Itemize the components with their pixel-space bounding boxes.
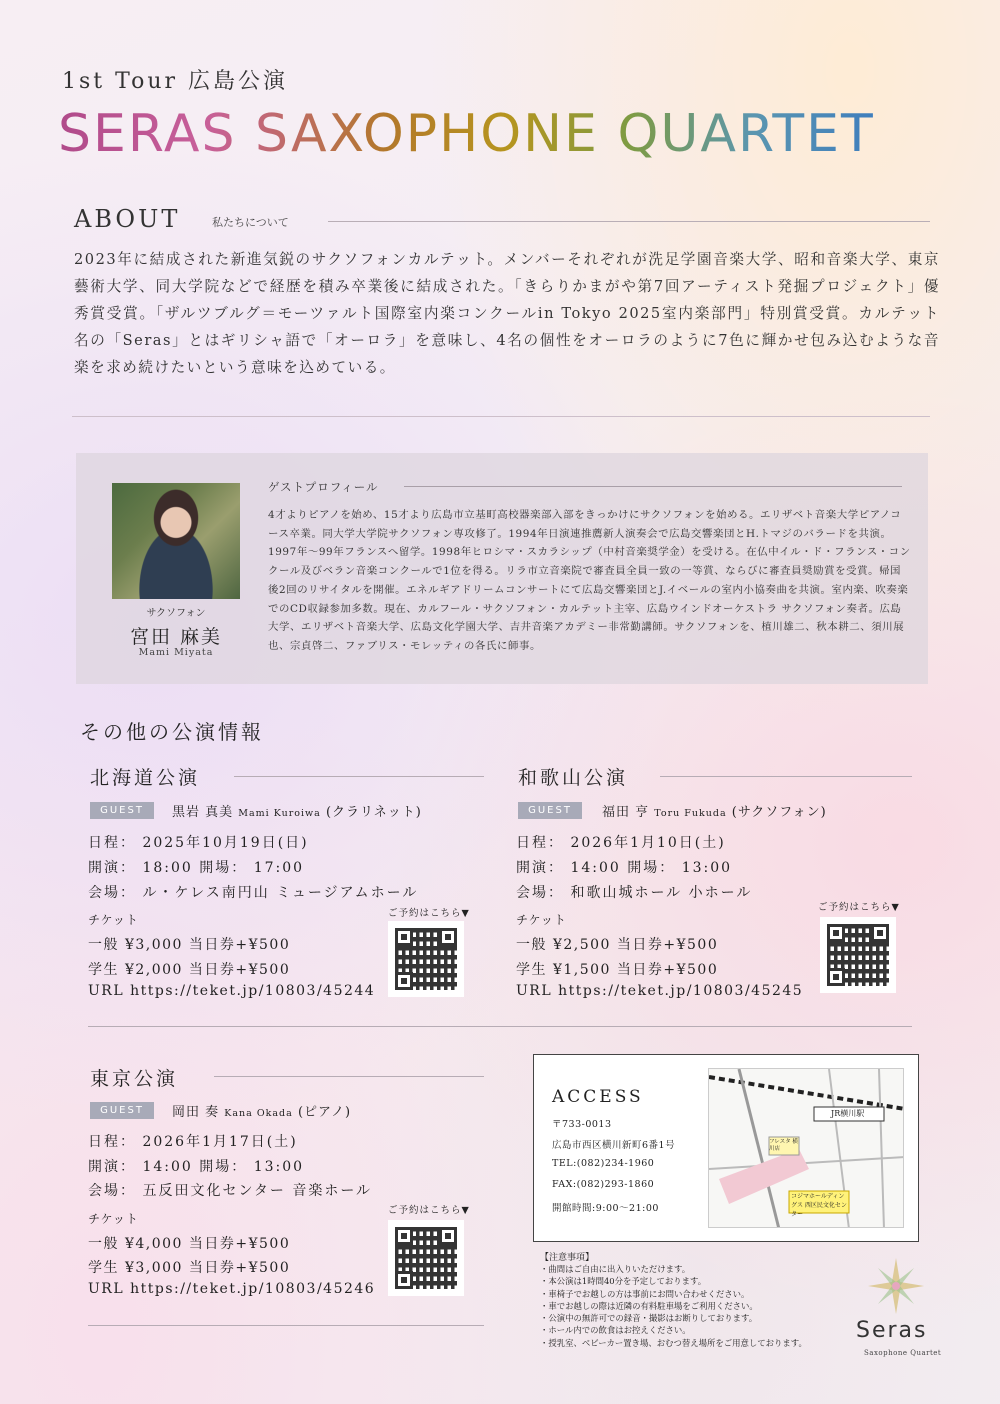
profile-rule [404, 486, 902, 487]
access-hours: 開館時間:9:00〜21:00 [552, 1203, 659, 1214]
venue-guest-instrument: (ピアノ) [297, 1105, 352, 1120]
venue-date: 日程： 2026年1月10日(土) [516, 835, 726, 851]
price-general: 一般 ¥2,500 当日券+¥500 [516, 937, 719, 953]
venue-guest-name: 黒岩 真美 [172, 805, 234, 820]
ticket-label: チケット [88, 913, 139, 927]
about-subheading: 私たちについて [212, 216, 289, 229]
guest-tag: GUEST [90, 802, 154, 819]
logo-name: Seras [856, 1318, 928, 1343]
venue-guest-instrument: (クラリネット) [325, 805, 422, 820]
about-body: 2023年に結成された新進気鋭のサクソフォンカルテット。メンバーそれぞれが洗足学園音楽大学、昭和音楽大学、東京藝術大学、同大学院などで経歴を積み卒業後に結成された。「きらりかまがや第7回アーティスト発掘プロジェクト」優秀賞受賞。「ザルツブルグ＝モーツァルト国際室内楽コンクールin Tokyo 2025室内楽部門」特別賞受賞。カルテット名の「Seras」とはギリシャ語で「オーロラ」を意味し、4名の個性をオーロラのように7色に輝かせ包み込むような音楽を求め続けたいという意味を込めている。 [74, 251, 940, 376]
venue-title-wakayama: 和歌山公演 [518, 767, 629, 789]
qr-label: ご予約はこちら▼ [388, 1205, 470, 1216]
about-rule [328, 221, 930, 222]
venue-guest-name: 福田 亨 [602, 805, 650, 820]
venue-hall: 会場： 五反田文化センター 音楽ホール [88, 1183, 373, 1199]
notes-item: ・授乳室、ベビーカー置き場、おむつ替え場所をご用意しております。 [540, 1337, 807, 1348]
venue-guest-roman: Toru Fukuda [654, 808, 727, 819]
profile-heading: ゲストプロフィール [268, 480, 379, 494]
venue-title-hokkaido: 北海道公演 [90, 767, 201, 789]
about-heading: ABOUT [74, 205, 181, 233]
qr-label: ご予約はこちら▼ [388, 908, 470, 919]
venue-guest [172, 1101, 351, 1120]
section-divider [88, 1325, 484, 1326]
price-student: 学生 ¥2,000 当日券+¥500 [88, 962, 291, 978]
guest-photo [112, 483, 240, 599]
venue-hall: 会場： ル・ケレス南円山 ミュージアムホール [88, 885, 419, 901]
venue-time: 開演： 14:00 開場： 13:00 [516, 860, 733, 876]
notes-item: ・曲間はご自由に出入りいただけます。 [540, 1264, 691, 1274]
access-tel: TEL:(082)234-1960 [552, 1158, 655, 1169]
price-student: 学生 ¥3,000 当日券+¥500 [88, 1260, 291, 1276]
venue-date: 日程： 2025年10月19日(日) [88, 835, 309, 851]
ticket-label: チケット [88, 1212, 139, 1226]
notes-item: ・ホール内での飲食はお控えください。 [540, 1325, 691, 1336]
venue-rule [214, 1076, 484, 1077]
tour-title: 1st Tour 広島公演 [62, 69, 289, 94]
notes-item: ・車椅子でお越しの方は事前にお問い合わせください。 [540, 1288, 750, 1299]
access-address: 広島市西区横川新町6番1号 [552, 1140, 676, 1151]
venue-time: 開演： 18:00 開場： 17:00 [88, 860, 305, 876]
notes-item: ・公演中の無許可での録音・撮影はお断りしております。 [540, 1313, 758, 1324]
venue-guest-roman: Kana Okada [224, 1108, 293, 1119]
venue-guest-instrument: (サクソフォン) [731, 805, 827, 820]
map-store-label: フレスタ 横川店 [769, 1139, 798, 1152]
main-title: SERAS SAXOPHONE QUARTET [58, 104, 875, 164]
section-divider [88, 1026, 912, 1027]
notes-list [540, 1263, 840, 1349]
ticket-url[interactable]: URL https://teket.jp/10803/45245 [516, 983, 804, 999]
venue-guest-roman: Mami Kuroiwa [238, 808, 321, 819]
access-zip: 〒733-0013 [552, 1119, 612, 1130]
other-performances-heading: その他の公演情報 [80, 720, 264, 744]
venue-title-tokyo: 東京公演 [90, 1068, 179, 1090]
ticket-url[interactable]: URL https://teket.jp/10803/45244 [88, 983, 376, 999]
venue-hall: 会場： 和歌山城ホール 小ホール [516, 885, 753, 901]
ticket-label: チケット [516, 913, 567, 927]
map-station-label: JR横川駅 [831, 1109, 865, 1118]
access-heading: ACCESS [552, 1087, 644, 1107]
ticket-url[interactable]: URL https://teket.jp/10803/45246 [88, 1281, 376, 1297]
guest-tag: GUEST [518, 802, 582, 819]
price-general: 一般 ¥3,000 当日券+¥500 [88, 937, 291, 953]
venue-guest [172, 801, 422, 820]
guest-role: サクソフォン [146, 608, 206, 619]
venue-guest [602, 801, 827, 820]
qr-label: ご予約はこちら▼ [818, 902, 900, 913]
notes-item: ・本公演は1時間40分を予定しております。 [540, 1276, 707, 1287]
price-general: 一般 ¥4,000 当日券+¥500 [88, 1236, 291, 1252]
map-building-label: コジマホールディングス 西区民文化センター [791, 1193, 847, 1218]
access-fax: FAX:(082)293-1860 [552, 1179, 655, 1190]
qr-code[interactable] [820, 917, 896, 993]
qr-code[interactable] [388, 921, 464, 997]
notes-item: ・車でお越しの際は近隣の有料駐車場をご利用ください。 [540, 1300, 758, 1311]
price-student: 学生 ¥1,500 当日券+¥500 [516, 962, 719, 978]
qr-code[interactable] [388, 1220, 464, 1296]
venue-rule [660, 776, 912, 777]
venue-guest-name: 岡田 奏 [172, 1105, 220, 1120]
seras-logo-icon [866, 1256, 926, 1316]
access-map[interactable] [708, 1068, 904, 1228]
notes-heading: 【注意事項】 [540, 1253, 595, 1263]
guest-roman-name: Mami Miyata [138, 647, 214, 658]
venue-time: 開演： 14:00 開場： 13:00 [88, 1159, 305, 1175]
profile-body: 4才よりピアノを始め、15才より広島市立基町高校器楽部入部をきっかけにサクソフォンを始める。エリザベト音楽大学ピアノコース卒業。同大学大学院サクソフォン専攻修了。1994年日演連推薦新人演奏会で広島交響楽団とH.トマジのバラードを共演。1997年〜99年フランスへ留学。1998年ヒロシマ・スカラシップ（中村音楽奨学金）を受ける。在仏中イル・ド・フランス・コンクール及びベラン音楽コンクールで1位を得る。リラ市立音楽院で審査員全員一致の一等賞、ならびに審査員奨励賞を受賞。帰国後2回のリサイタルを開催。エネルギアドリームコンサートにて広島交響楽団とJ.イベールの室内小協奏曲を共演。室内楽、吹奏楽でのCD収録参加多数。現在、カルフール・サクソフォン・カルテット主宰、広島ウインドオーケストラ サクソフォン奏者。広島大学、エリザベト音楽大学、広島文化学園大学、吉井音楽アカデミー非常勤講師。サクソフォンを、植川雄二、秋本耕二、須川展也、宗貞啓二、ファブリス・モレッティの各氏に師事。 [268, 509, 911, 652]
venue-date: 日程： 2026年1月17日(土) [88, 1134, 298, 1150]
venue-rule [234, 776, 484, 777]
about-divider [72, 416, 930, 417]
guest-tag: GUEST [90, 1102, 154, 1119]
logo-subtitle: Saxophone Quartet [864, 1349, 942, 1357]
guest-name: 宮田 麻美 [129, 626, 223, 648]
